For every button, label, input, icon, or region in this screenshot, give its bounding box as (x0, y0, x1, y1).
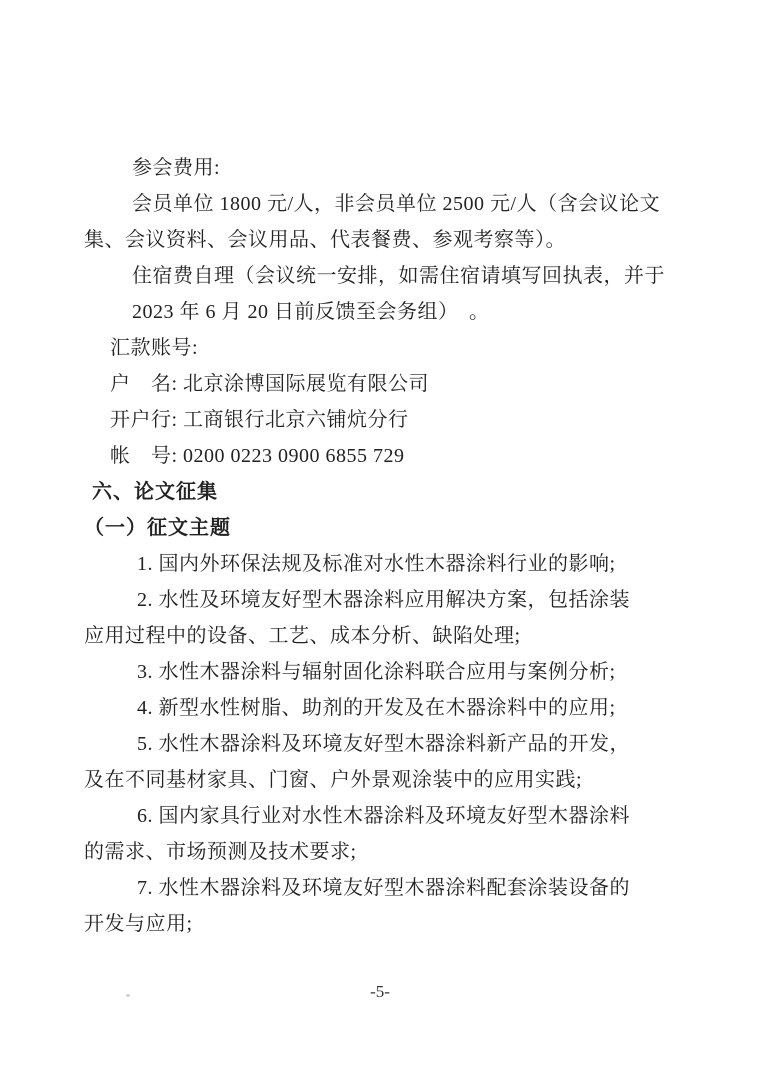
text-line: 参会费用: (132, 157, 221, 179)
text-line: 1. 国内外环保法规及标准对水性木器涂料行业的影响; (137, 553, 616, 575)
text-line: 帐 号: 0200 0223 0900 6855 729 (110, 445, 405, 467)
text-line: 5. 水性木器涂料及环境友好型木器涂料新产品的开发， (137, 733, 630, 755)
text-line: 会员单位 1800 元/人，非会员单位 2500 元/人（含会议论文 (132, 193, 661, 215)
page-footer (0, 982, 760, 1002)
text-line: 开发与应用; (84, 913, 193, 935)
text-line: 开户行: 工商银行北京六铺炕分行 (110, 409, 409, 431)
text-line: 户 名: 北京涂博国际展览有限公司 (110, 373, 430, 395)
text-line: 4. 新型水性树脂、助剂的开发及在木器涂料中的应用; (137, 697, 616, 719)
text-line: 应用过程中的设备、工艺、成本分析、缺陷处理; (84, 625, 521, 647)
page-number: -5- (370, 982, 390, 1001)
text-line: 2023 年 6 月 20 日前反馈至会务组） 。 (132, 301, 490, 323)
text-line: 2. 水性及环境友好型木器涂料应用解决方案，包括涂装 (137, 589, 630, 611)
text-line: 的需求、市场预测及技术要求; (84, 841, 357, 863)
text-line: 集、会议资料、会议用品、代表餐费、参观考察等）。 (84, 229, 566, 251)
text-line: 3. 水性木器涂料与辐射固化涂料联合应用与案例分析; (137, 661, 616, 683)
text-line: 住宿费自理（会议统一安排，如需住宿请填写回执表，并于 (132, 265, 665, 287)
section-heading: （一）征文主题 (84, 517, 231, 539)
text-line: 及在不同基材家具、门窗、户外景观涂装中的应用实践; (84, 769, 583, 791)
document-body (84, 150, 665, 942)
text-line: 6. 国内家具行业对水性木器涂料及环境友好型木器涂料 (137, 805, 630, 827)
section-heading: 六、论文征集 (92, 481, 218, 503)
text-line: 7. 水性木器涂料及环境友好型木器涂料配套涂装设备的 (137, 877, 630, 899)
text-line: 汇款账号: (110, 337, 199, 359)
